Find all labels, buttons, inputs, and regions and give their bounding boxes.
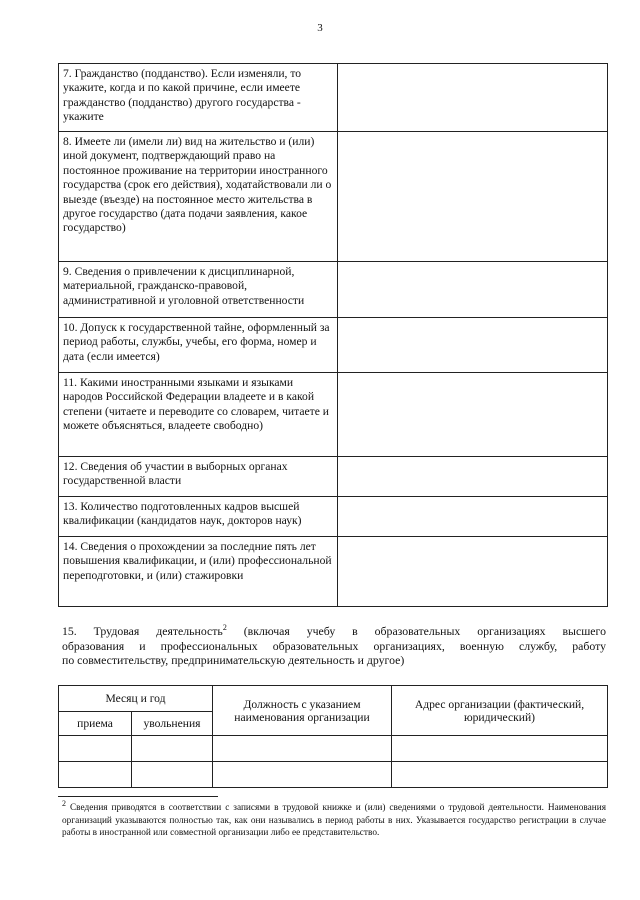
table-row: [59, 497, 608, 537]
answer-cell[interactable]: [338, 537, 608, 607]
footnote: [62, 798, 606, 840]
table-row: [59, 318, 608, 373]
address-cell[interactable]: [392, 736, 608, 762]
table-row: [59, 132, 608, 262]
section-15-title: 15. Трудовая деятельность: [62, 624, 223, 638]
question-label: 9. Сведения о привлечении к дисциплинарной, материальной, гражданско-правовой, административной и уголовной ответственности: [59, 262, 338, 318]
table-row: [59, 262, 608, 318]
position-cell[interactable]: [213, 762, 392, 788]
footnote-divider: [58, 796, 218, 797]
header-row: [59, 686, 608, 712]
table-row: [59, 537, 608, 607]
hire-cell[interactable]: [59, 736, 132, 762]
section-15-text: по совместительству, предпринимательскую деятельность и другое): [62, 653, 405, 668]
question-label: 7. Гражданство (подданство). Если изменяли, то укажите, когда и по какой причине, если имеете гражданство (подданство) другого государства - укажите: [59, 64, 338, 132]
footnote-ref: 2: [222, 623, 227, 633]
hire-header: приема: [59, 712, 132, 736]
position-header: Должность с указанием наименования организации: [213, 686, 392, 736]
question-label: 11. Какими иностранными языками и языками народов Российской Федерации владеете и в какой степени (читаете и переводите со словарем, читаете и можете объясняться, владеете свободно): [59, 373, 338, 457]
table-row: [59, 64, 608, 132]
answer-cell[interactable]: [338, 457, 608, 497]
footnote-text: Сведения приводятся в соответствии с записями в трудовой книжке и (или) сведениями о трудовой деятельности. Наименования организаций указываются полностью так, как они назывались в период работы в них. Указывается государство регистрации в случае работы в иностранной или совместной организации либо ее представительство.: [62, 803, 606, 839]
table-row: [59, 373, 608, 457]
table-row: [59, 762, 608, 788]
answer-cell[interactable]: [338, 262, 608, 318]
dismissal-header: увольнения: [132, 712, 213, 736]
question-label: 12. Сведения об участии в выборных органах государственной власти: [59, 457, 338, 497]
answer-cell[interactable]: [338, 132, 608, 262]
question-label: 14. Сведения о прохождении за последние пять лет повышения квалификации, и (или) профессиональной переподготовки, и (или) стажировки: [59, 537, 338, 607]
dismissal-cell[interactable]: [132, 736, 213, 762]
hire-cell[interactable]: [59, 762, 132, 788]
page-number: 3: [317, 22, 323, 34]
answer-cell[interactable]: [338, 318, 608, 373]
section-15-text: (включая учебу в образовательных организациях высшего: [226, 624, 606, 638]
address-header: Адрес организации (фактический, юридический): [392, 686, 608, 736]
questionnaire-table: [58, 63, 608, 607]
position-cell[interactable]: [213, 736, 392, 762]
section-15-text: образования и профессиональных образовательных организациях, военную службу, работу: [62, 638, 606, 653]
question-label: 10. Допуск к государственной тайне, оформленный за период работы, службы, учебы, его форма, номер и дата (если имеется): [59, 318, 338, 373]
table-row: [59, 457, 608, 497]
address-cell[interactable]: [392, 762, 608, 788]
answer-cell[interactable]: [338, 64, 608, 132]
section-15-heading: [62, 624, 606, 668]
question-label: 8. Имеете ли (имели ли) вид на жительство и (или) иной документ, подтверждающий право на постоянное проживание на территории иностранного государства (срок его действия), ходатайствовали ли о выезде (въезде) на постоянное место жительства в другое государство (дата подачи заявления, какое государство): [59, 132, 338, 262]
month-year-header: Месяц и год: [59, 686, 213, 712]
table-row: [59, 736, 608, 762]
question-label: 13. Количество подготовленных кадров высшей квалификации (кандидатов наук, докторов наук): [59, 497, 338, 537]
work-history-table: [58, 685, 608, 788]
answer-cell[interactable]: [338, 497, 608, 537]
answer-cell[interactable]: [338, 373, 608, 457]
dismissal-cell[interactable]: [132, 762, 213, 788]
footnote-mark: 2: [62, 798, 66, 808]
